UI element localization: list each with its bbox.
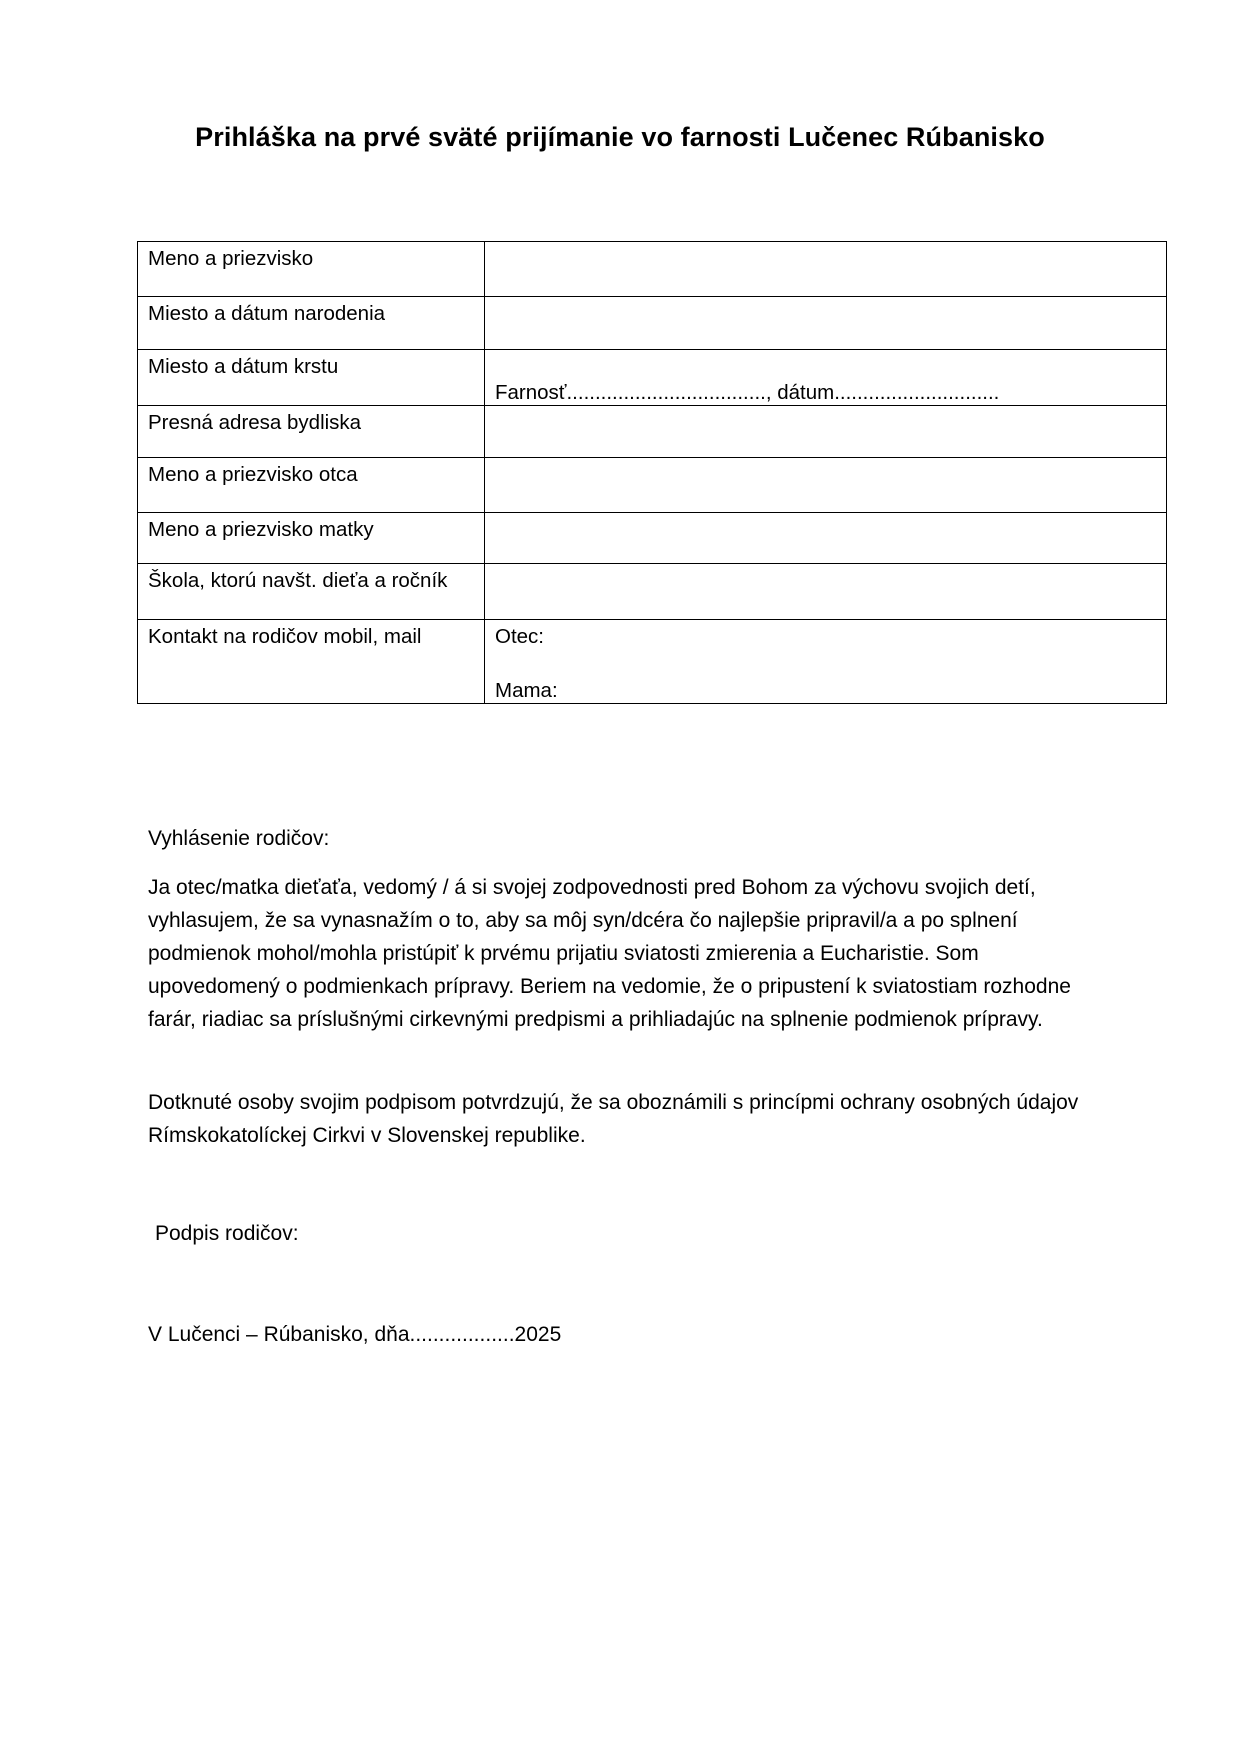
form-row-address: [138, 406, 1167, 458]
contact-father: Otec:: [495, 625, 544, 648]
field-mother[interactable]: [485, 513, 1167, 564]
label-mother: Meno a priezvisko matky: [138, 513, 485, 564]
label-contact: Kontakt na rodičov mobil, mail: [138, 620, 485, 704]
field-address[interactable]: [485, 406, 1167, 458]
field-baptism[interactable]: [485, 350, 1167, 406]
form-row-school: [138, 564, 1167, 620]
label-address: Presná adresa bydliska: [138, 406, 485, 458]
form-row-contact: [138, 620, 1167, 704]
form-row-baptism: [138, 350, 1167, 406]
label-name: Meno a priezvisko: [138, 242, 485, 297]
field-school[interactable]: [485, 564, 1167, 620]
form-row-birth: [138, 297, 1167, 350]
label-father: Meno a priezvisko otca: [138, 458, 485, 513]
declaration-paragraph-2: Dotknuté osoby svojim podpisom potvrdzujú, že sa oboznámili s princípmi ochrany osobných údajov Rímskokatolíckej Cirkvi v Slovenskej republike.: [148, 1091, 1079, 1147]
form-row-mother: [138, 513, 1167, 564]
signature-label: Podpis rodičov:: [155, 1222, 299, 1245]
field-birth[interactable]: [485, 297, 1167, 350]
contact-mother: Mama:: [495, 679, 558, 702]
form-row-name: [138, 242, 1167, 297]
page-title: Prihláška na prvé sväté prijímanie vo farnosti Lučenec Rúbanisko: [195, 122, 1045, 152]
label-baptism: Miesto a dátum krstu: [138, 350, 485, 406]
application-form-table: [137, 241, 1167, 704]
field-name[interactable]: [485, 242, 1167, 297]
form-row-father: [138, 458, 1167, 513]
field-contact[interactable]: [485, 620, 1167, 704]
declaration-heading: Vyhlásenie rodičov:: [148, 827, 330, 850]
place-date-line: V Lučenci – Rúbanisko, dňa..................2025: [148, 1323, 562, 1346]
declaration-paragraph-1: Ja otec/matka dieťaťa, vedomý / á si svojej zodpovednosti pred Bohom za výchovu svojich detí, vyhlasujem, že sa vynasnažím o to, aby sa môj syn/dcéra čo najlepšie pripravil/a a po splnení podmienok mohol/mohla pristúpiť k prvému prijatiu sviatosti zmierenia a Eucharistie. Som upovedomený o podmienkach prípravy. Beriem na vedomie, že o pripustení k sviatostiam rozhodne farár, riadiac sa príslušnými cirkevnými predpismi a prihliadajúc na splnenie podmienok prípravy.: [148, 876, 1071, 1031]
field-father[interactable]: [485, 458, 1167, 513]
label-birth: Miesto a dátum narodenia: [138, 297, 485, 350]
label-school: Škola, ktorú navšt. dieťa a ročník: [138, 564, 485, 620]
baptism-parish-date-line: Farnosť..................................., dátum.............................: [495, 381, 1000, 404]
